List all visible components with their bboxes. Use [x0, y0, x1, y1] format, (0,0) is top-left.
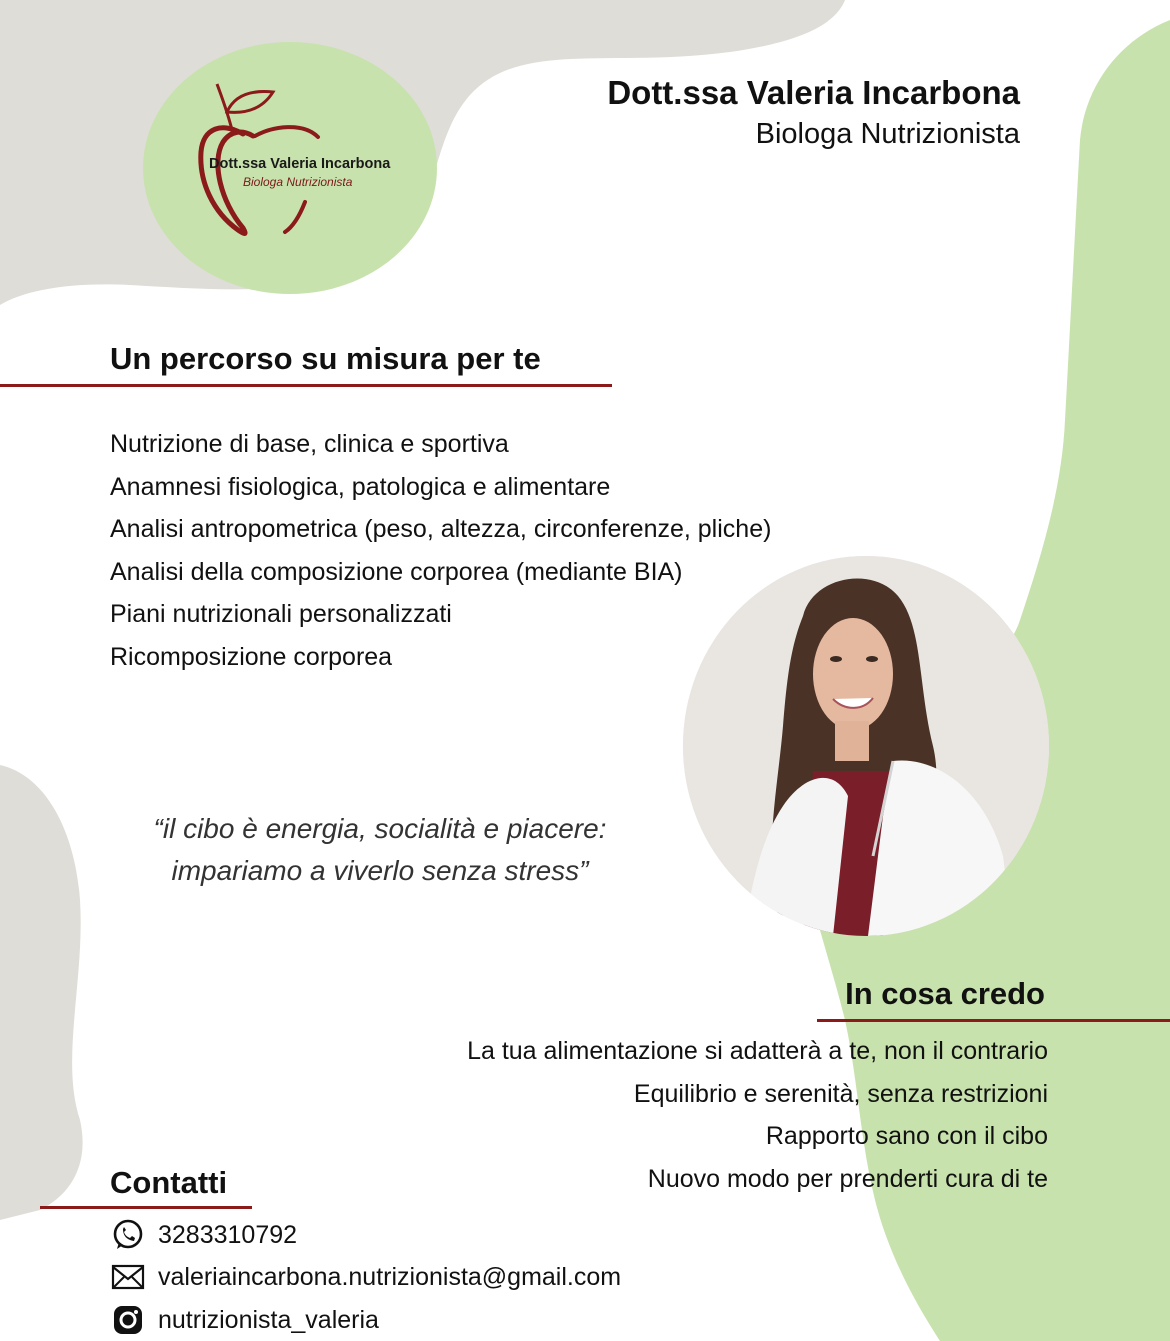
- quote-line1: “il cibo è energia, socialità e piacere:: [153, 813, 607, 844]
- phone-number[interactable]: 3283310792: [158, 1220, 298, 1249]
- doctor-name: Dott.ssa Valeria Incarbona: [607, 74, 1020, 111]
- service-item: Analisi della composizione corporea (mediante BIA): [110, 557, 683, 586]
- whatsapp-icon: [110, 1217, 146, 1253]
- instagram-handle[interactable]: nutrizionista_valeria: [158, 1305, 379, 1334]
- logo-line2: Biologa Nutrizionista: [243, 175, 353, 189]
- belief-item: Nuovo modo per prenderti cura di te: [647, 1164, 1048, 1193]
- beliefs-heading-rule: [817, 1019, 1170, 1022]
- beige-blob-bottom: [0, 765, 83, 1220]
- contacts-heading-rule: [40, 1206, 252, 1209]
- logo-line1: Dott.ssa Valeria Incarbona: [209, 156, 391, 172]
- header: [607, 72, 1020, 154]
- services-list: [110, 423, 771, 678]
- doctor-title: Biologa Nutrizionista: [755, 118, 1020, 150]
- service-item: Anamnesi fisiologica, patologica e alimentare: [110, 472, 611, 501]
- logo: [143, 42, 437, 294]
- service-item: Analisi antropometrica (peso, altezza, circonferenze, pliche): [110, 515, 772, 543]
- email-address[interactable]: valeriaincarbona.nutrizionista@gmail.com: [158, 1262, 622, 1291]
- contact-email[interactable]: [110, 1259, 621, 1295]
- belief-item: Rapporto sano con il cibo: [765, 1122, 1048, 1150]
- contacts-heading: Contatti: [110, 1165, 228, 1200]
- belief-item: La tua alimentazione si adatterà a te, non il contrario: [467, 1037, 1048, 1065]
- quote: [120, 808, 640, 892]
- services-heading-rule: [0, 384, 612, 387]
- instagram-icon: [110, 1302, 146, 1338]
- mail-icon: [110, 1259, 146, 1295]
- service-item: Ricomposizione corporea: [110, 642, 393, 671]
- beliefs-heading: In cosa credo: [845, 976, 1045, 1011]
- quote-line2: impariamo a viverlo senza stress”: [171, 855, 589, 886]
- services-heading: Un percorso su misura per te: [110, 341, 541, 376]
- portrait-photo: [683, 556, 1049, 936]
- portrait-illustration: [683, 556, 1049, 936]
- contact-instagram[interactable]: [110, 1302, 379, 1338]
- service-item: Piani nutrizionali personalizzati: [110, 600, 452, 628]
- belief-item: Equilibrio e serenità, senza restrizioni: [633, 1079, 1048, 1108]
- beliefs-list: [467, 1030, 1048, 1200]
- contact-phone[interactable]: [110, 1217, 297, 1253]
- service-item: Nutrizione di base, clinica e sportiva: [110, 430, 509, 458]
